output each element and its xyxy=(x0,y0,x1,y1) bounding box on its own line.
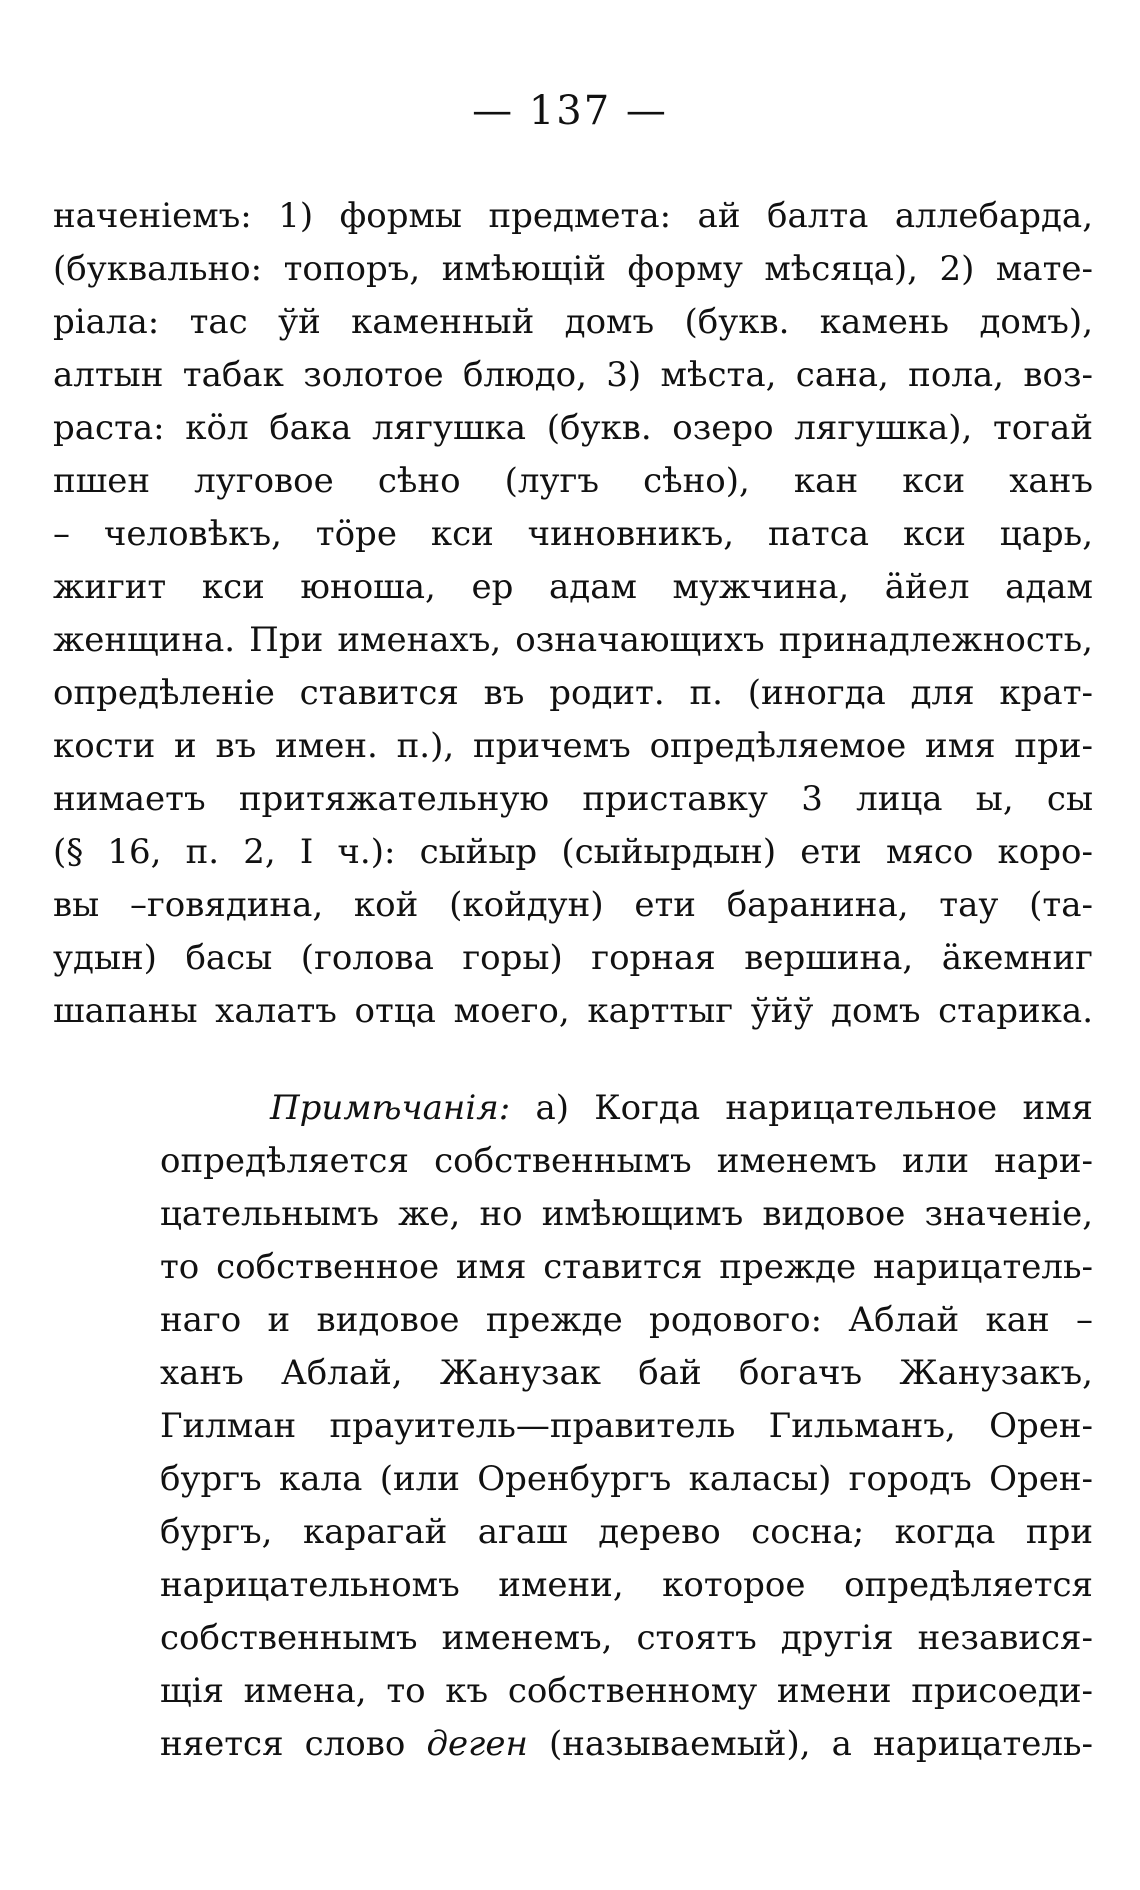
text-line: пшен луговое сѣно (лугъ сѣно), кан кси ханъ xyxy=(53,461,1093,501)
text-line: шапаны халатъ отца моего, карттыг ўйў домъ старика. xyxy=(53,991,1093,1031)
text-line: опредѣленіе ставится въ родит. п. (иногда для крат- xyxy=(53,673,1093,713)
notes-first-line xyxy=(160,1082,1093,1135)
notes-line: наго и видовое прежде родового: Аблай кан – xyxy=(160,1300,1093,1340)
text-line: наченіемъ: 1) формы предмета: ай балта аллебарда, xyxy=(53,196,1093,236)
text-line: ріала: тас ўй каменный домъ (букв. камень домъ), xyxy=(53,302,1093,342)
notes-line: опредѣляется собственнымъ именемъ или нари- xyxy=(160,1141,1093,1181)
notes-last-line-end: (называемый), а нарицатель- xyxy=(548,1724,1093,1764)
notes-line: нарицательномъ имени, которое опредѣляется xyxy=(160,1565,1093,1605)
notes-line: бургъ кала (или Оренбургъ каласы) городъ Орен- xyxy=(160,1459,1093,1499)
text-line: (§ 16, п. 2, I ч.): сыйыр (сыйырдын) ети мясо коро- xyxy=(53,832,1093,872)
text-line: удын) басы (голова горы) горная вершина, ӓкемниг xyxy=(53,938,1093,978)
notes-last-line-start: няется слово xyxy=(160,1724,406,1764)
notes-first-line-text: а) Когда нарицательное имя xyxy=(535,1088,1093,1128)
notes-line: то собственное имя ставится прежде нарицатель- xyxy=(160,1247,1093,1287)
text-line: (буквально: топоръ, имѣющій форму мѣсяца), 2) мате- xyxy=(53,249,1093,289)
notes-last-line xyxy=(160,1718,1093,1771)
notes-line: Гилман прауитель—правитель Гильманъ, Орен- xyxy=(160,1406,1093,1446)
notes-section xyxy=(160,1082,1093,1771)
text-line: кости и въ имен. п.), причемъ опредѣляемое имя при- xyxy=(53,726,1093,766)
text-line: вы –говядина, кой (койдун) ети баранина, тау (та- xyxy=(53,885,1093,925)
notes-italic-word: деген xyxy=(426,1724,528,1764)
page-number: — 137 — xyxy=(472,88,668,134)
text-line: жигит кси юноша, ер адам мужчина, ӓйел адам xyxy=(53,567,1093,607)
notes-line: ханъ Аблай, Жанузак бай богачъ Жанузакъ, xyxy=(160,1353,1093,1393)
notes-line: собственнымъ именемъ, стоятъ другія независя- xyxy=(160,1618,1093,1658)
notes-label: Примѣчанія: xyxy=(270,1088,511,1128)
notes-line: щія имена, то къ собственному имени присоеди- xyxy=(160,1671,1093,1711)
notes-line: бургъ, карагай агаш дерево сосна; когда при xyxy=(160,1512,1093,1552)
notes-line: цательнымъ же, но имѣющимъ видовое значеніе, xyxy=(160,1194,1093,1234)
text-line: раста: кöл бака лягушка (букв. озеро лягушка), тогай xyxy=(53,408,1093,448)
text-line: нимаетъ притяжательную приставку 3 лица ы, сы xyxy=(53,779,1093,819)
text-line: женщина. При именахъ, означающихъ принадлежность, xyxy=(53,620,1093,660)
text-line: – человѣкъ, тöре кси чиновникъ, патса кси царь, xyxy=(53,514,1093,554)
text-line: алтын табак золотое блюдо, 3) мѣста, сана, пола, воз- xyxy=(53,355,1093,395)
main-text xyxy=(53,190,1093,1038)
